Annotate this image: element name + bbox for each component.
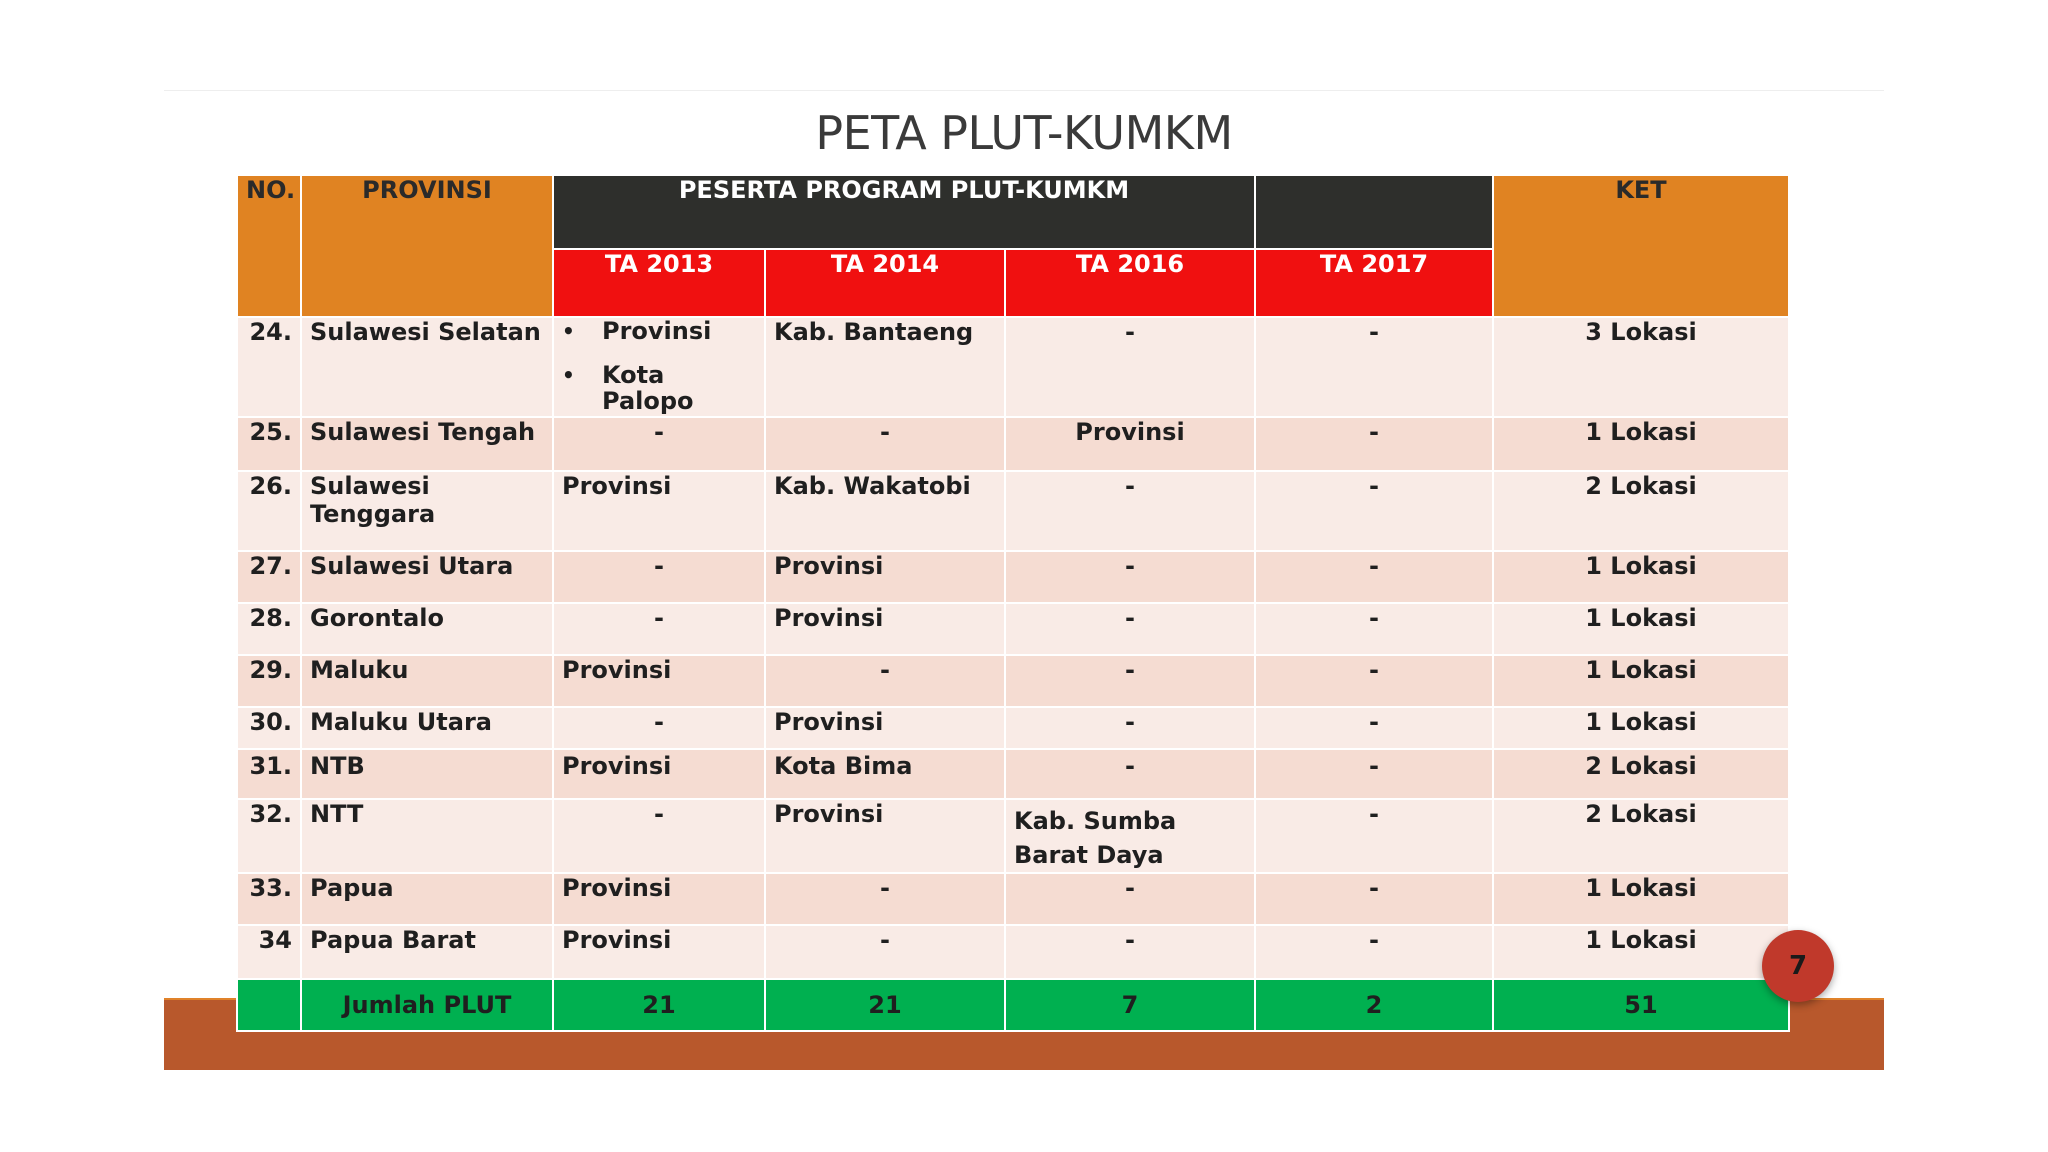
row-ta2016: Kab. Sumba Barat Daya (1005, 799, 1255, 873)
table-row (237, 873, 1789, 925)
plut-table (236, 174, 1790, 1032)
header-peserta-extension (1255, 175, 1493, 249)
row-no: 34 (237, 925, 301, 979)
table-row (237, 655, 1789, 707)
row-ta2017: - (1255, 749, 1493, 799)
row-ta2017: - (1255, 317, 1493, 417)
row-ta2013: Provinsi (553, 655, 765, 707)
row-ta2017: - (1255, 873, 1493, 925)
row-ta2017: - (1255, 551, 1493, 603)
row-ket: 2 Lokasi (1493, 749, 1789, 799)
row-ket: 2 Lokasi (1493, 799, 1789, 873)
table-row (237, 551, 1789, 603)
row-ta2013: - (553, 603, 765, 655)
table-row (237, 749, 1789, 799)
row-ta2016: - (1005, 655, 1255, 707)
row-ta2017: - (1255, 655, 1493, 707)
row-ta2017: - (1255, 925, 1493, 979)
row-no: 24. (237, 317, 301, 417)
bullet-list (562, 317, 756, 415)
row-provinsi: Papua Barat (301, 925, 553, 979)
row-no: 30. (237, 707, 301, 749)
header-ta-2013: TA 2013 (553, 249, 765, 317)
row-provinsi: Sulawesi Tengah (301, 417, 553, 471)
row-ta2014: - (765, 925, 1005, 979)
row-ta2013: Provinsi (553, 471, 765, 551)
table-row (237, 317, 1789, 417)
header-ta-2014: TA 2014 (765, 249, 1005, 317)
row-ta2017: - (1255, 707, 1493, 749)
row-ta2013: - (553, 707, 765, 749)
row-ta2016: - (1005, 873, 1255, 925)
row-ket: 2 Lokasi (1493, 471, 1789, 551)
total-no (237, 979, 301, 1031)
row-no: 27. (237, 551, 301, 603)
row-ta2014: Provinsi (765, 603, 1005, 655)
row-ta2014: Kab. Bantaeng (765, 317, 1005, 417)
row-ta2014: - (765, 417, 1005, 471)
total-ta2013: 21 (553, 979, 765, 1031)
total-ta2016: 7 (1005, 979, 1255, 1031)
header-peserta: PESERTA PROGRAM PLUT-KUMKM (553, 175, 1255, 249)
row-ket: 1 Lokasi (1493, 655, 1789, 707)
row-ta2014: - (765, 873, 1005, 925)
row-ket: 1 Lokasi (1493, 417, 1789, 471)
row-provinsi: Gorontalo (301, 603, 553, 655)
row-ta2014: - (765, 655, 1005, 707)
total-ket: 51 (1493, 979, 1789, 1031)
table-row (237, 799, 1789, 873)
row-ta2013: - (553, 799, 765, 873)
row-ket: 3 Lokasi (1493, 317, 1789, 417)
row-ta2016: Provinsi (1005, 417, 1255, 471)
row-no: 25. (237, 417, 301, 471)
row-ket: 1 Lokasi (1493, 551, 1789, 603)
table-row (237, 707, 1789, 749)
row-ta2014: Provinsi (765, 799, 1005, 873)
row-provinsi: Maluku (301, 655, 553, 707)
header-ta-2016: TA 2016 (1005, 249, 1255, 317)
row-ta2014: Kota Bima (765, 749, 1005, 799)
row-ta2013: Provinsi (553, 925, 765, 979)
row-no: 31. (237, 749, 301, 799)
row-ket: 1 Lokasi (1493, 603, 1789, 655)
row-provinsi: Sulawesi Utara (301, 551, 553, 603)
row-ta2016: - (1005, 707, 1255, 749)
row-ta2016: - (1005, 551, 1255, 603)
row-ta2017: - (1255, 471, 1493, 551)
row-no: 28. (237, 603, 301, 655)
header-no: NO. (237, 175, 301, 317)
row-ta2017: - (1255, 417, 1493, 471)
row-provinsi: Sulawesi Selatan (301, 317, 553, 417)
row-ta2014: Kab. Wakatobi (765, 471, 1005, 551)
row-ta2013 (553, 317, 765, 417)
row-ta2014: Provinsi (765, 551, 1005, 603)
row-ta2013: Provinsi (553, 873, 765, 925)
total-label: Jumlah PLUT (301, 979, 553, 1031)
row-no: 29. (237, 655, 301, 707)
row-ta2016: - (1005, 925, 1255, 979)
row-provinsi: NTT (301, 799, 553, 873)
list-item: • Provinsi (562, 318, 756, 362)
total-ta2014: 21 (765, 979, 1005, 1031)
row-ta2016: - (1005, 471, 1255, 551)
table-row (237, 603, 1789, 655)
total-row (237, 979, 1789, 1031)
row-ket: 1 Lokasi (1493, 925, 1789, 979)
table-row (237, 925, 1789, 979)
row-provinsi: NTB (301, 749, 553, 799)
row-ket: 1 Lokasi (1493, 707, 1789, 749)
total-ta2017: 2 (1255, 979, 1493, 1031)
row-ta2014: Provinsi (765, 707, 1005, 749)
header-ket: KET (1493, 175, 1789, 317)
row-ta2016: - (1005, 749, 1255, 799)
row-ta2013: - (553, 417, 765, 471)
header-provinsi: PROVINSI (301, 175, 553, 317)
row-ta2016: - (1005, 317, 1255, 417)
row-no: 26. (237, 471, 301, 551)
row-no: 33. (237, 873, 301, 925)
row-provinsi: Sulawesi Tenggara (301, 471, 553, 551)
row-ta2016: - (1005, 603, 1255, 655)
page-title: PETA PLUT-KUMKM (815, 106, 1233, 160)
row-ta2017: - (1255, 603, 1493, 655)
row-provinsi: Maluku Utara (301, 707, 553, 749)
page-number-badge: 7 (1762, 930, 1834, 1002)
row-ta2017: - (1255, 799, 1493, 873)
table-row (237, 471, 1789, 551)
row-ta2013: - (553, 551, 765, 603)
row-ket: 1 Lokasi (1493, 873, 1789, 925)
header-ta-2017: TA 2017 (1255, 249, 1493, 317)
row-ta2013: Provinsi (553, 749, 765, 799)
list-item: • Kota Palopo (562, 362, 756, 406)
table-row (237, 417, 1789, 471)
row-no: 32. (237, 799, 301, 873)
row-provinsi: Papua (301, 873, 553, 925)
